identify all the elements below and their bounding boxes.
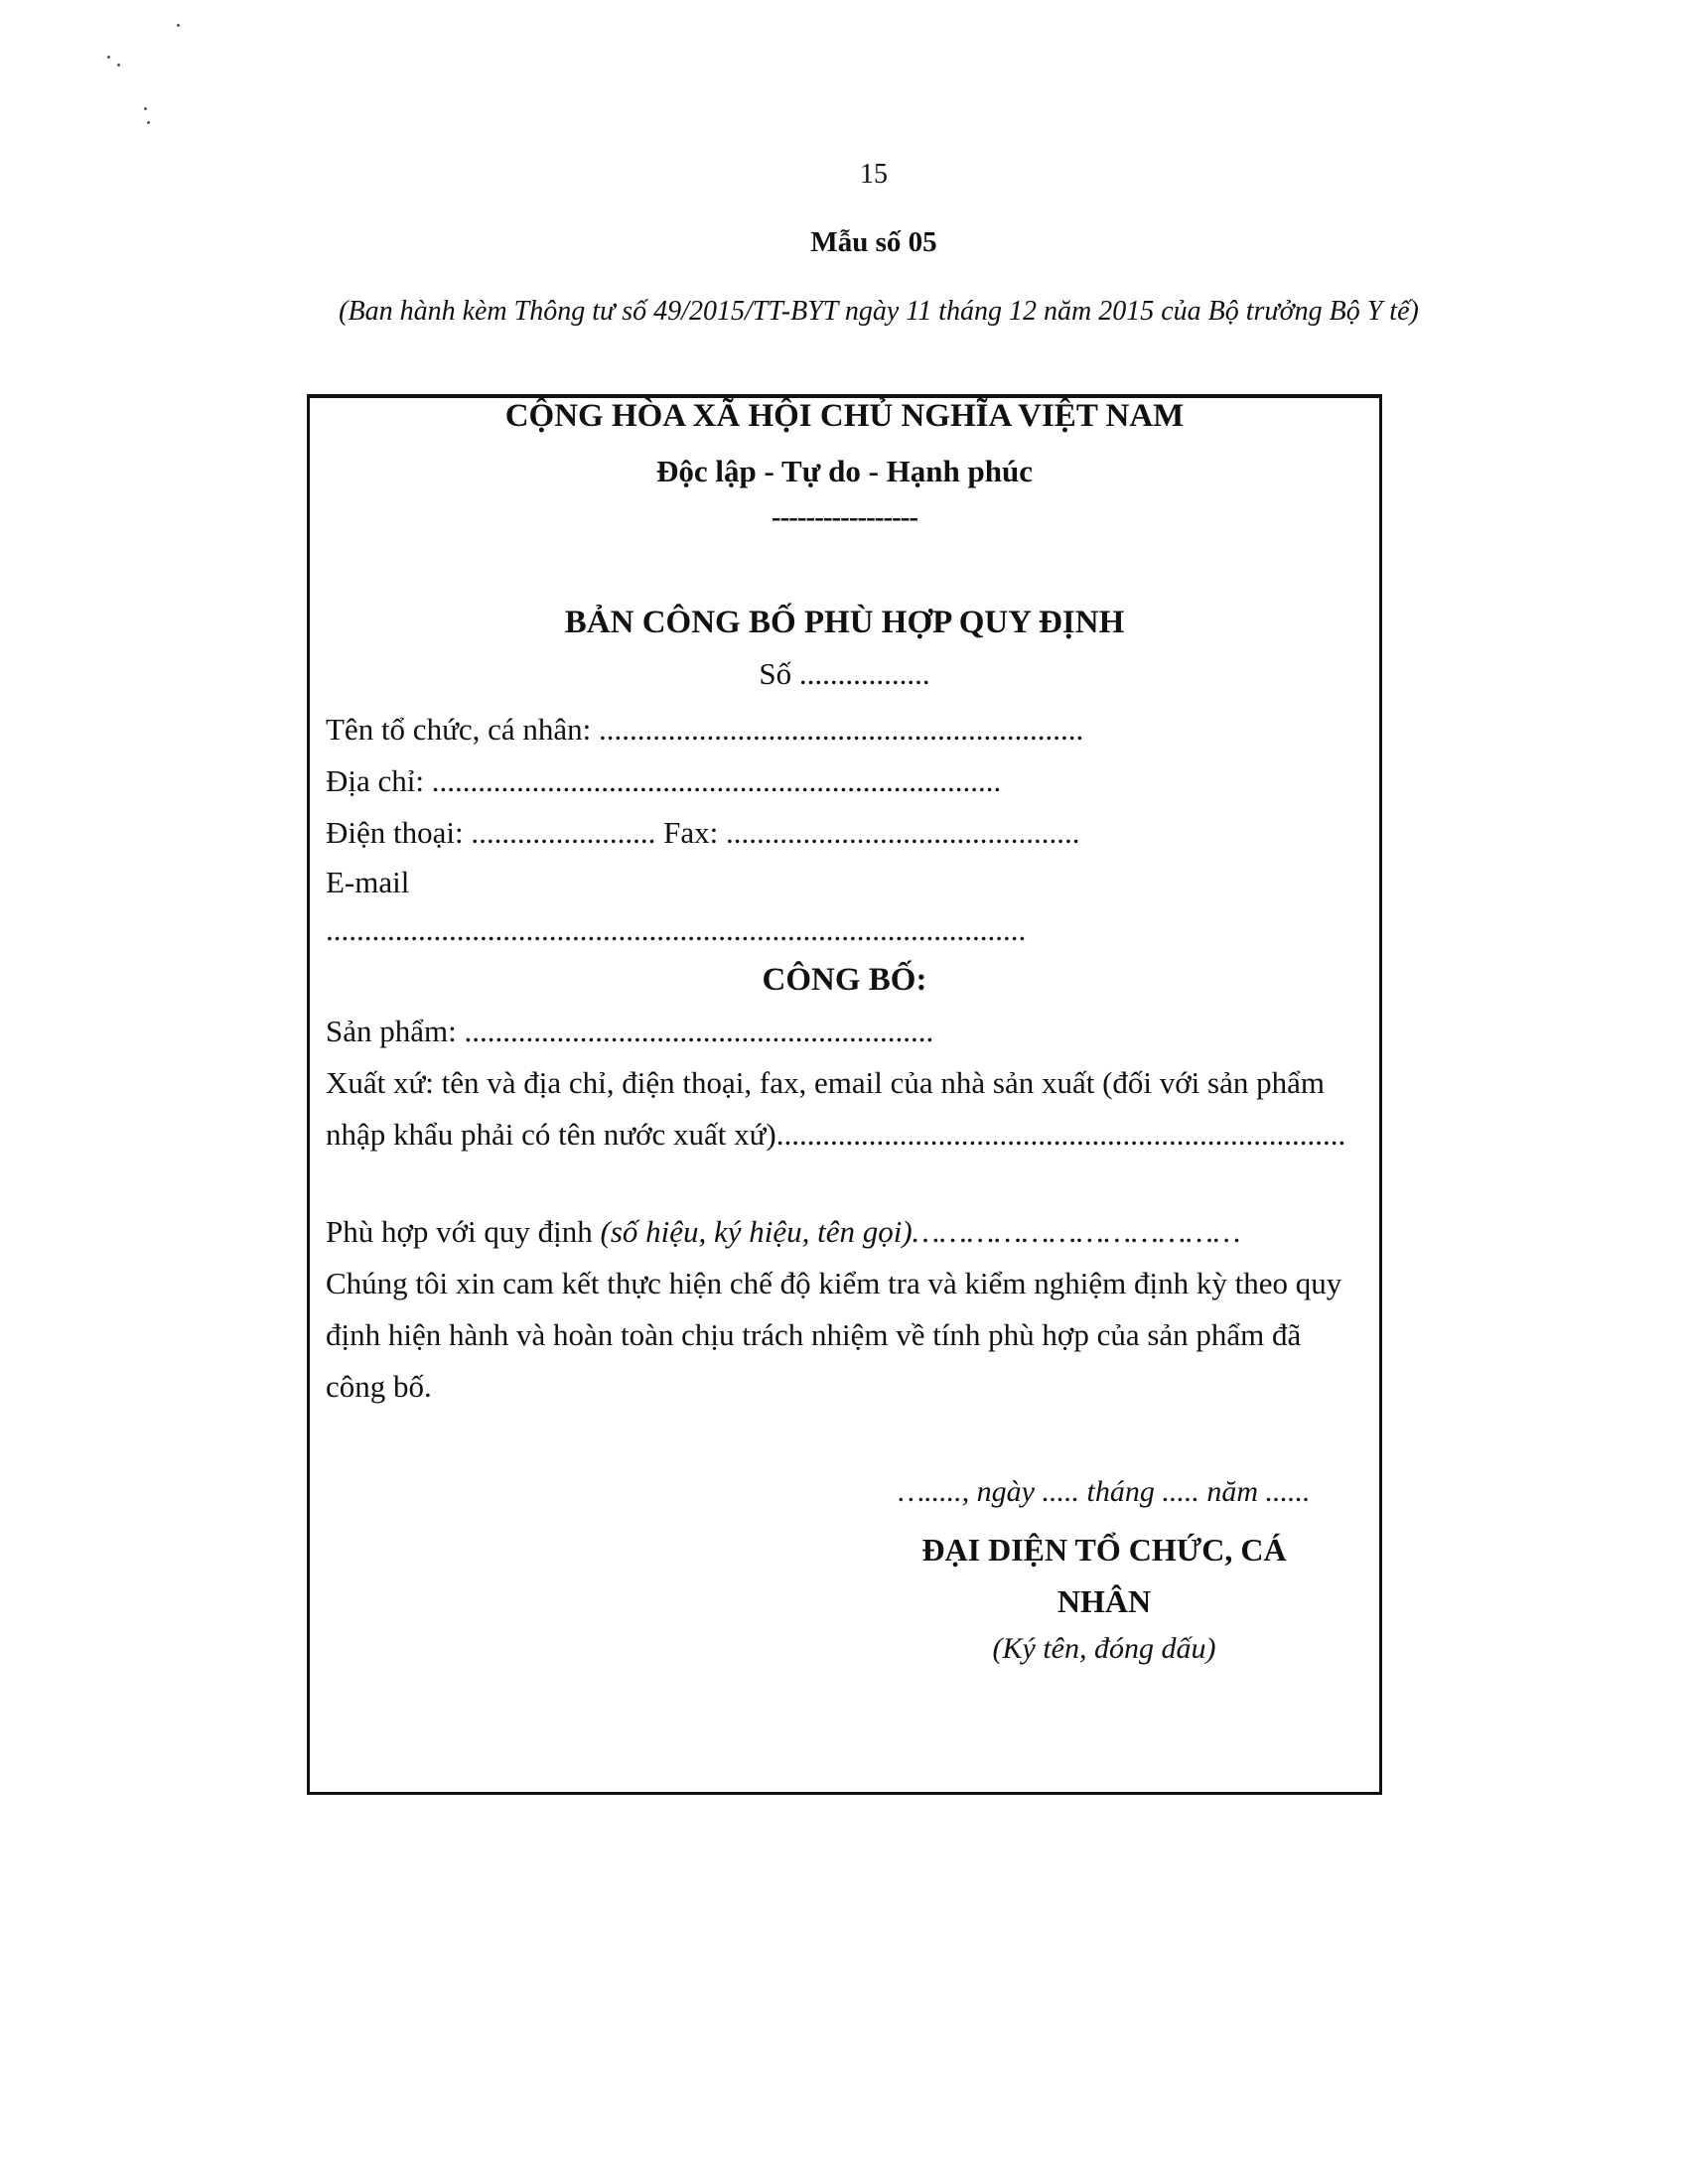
scan-speck — [144, 107, 147, 110]
signature-date-line: …....., ngày ..... tháng ..... năm ...... — [898, 1475, 1311, 1508]
scan-speck — [117, 64, 120, 67]
address-field: Địa chỉ: .......................................................................... — [326, 763, 1002, 798]
phone-fax-field: Điện thoại: ........................ Fax: .............................................. — [326, 815, 1080, 850]
scan-speck — [177, 24, 180, 27]
organization-name-field: Tên tổ chức, cá nhân: ............................................................... — [326, 712, 1084, 747]
document-number-field: Số ................. — [759, 656, 930, 691]
signature-title: ĐẠI DIỆN TỔ CHỨC, CÁ NHÂN — [921, 1532, 1287, 1619]
conformity-note: (số hiệu, ký hiệu, tên gọi)……………………………… — [600, 1214, 1241, 1249]
product-field: Sản phẩm: ............................................................. — [326, 1014, 934, 1048]
commitment-paragraph: Chúng tôi xin cam kết thực hiện chế độ kiểm tra và kiểm nghiệm định kỳ theo quy định hiện hành và hoàn toàn chịu trách nhiệm về tính phù hợp của sản phẩm đã công bố. — [326, 1266, 1342, 1404]
declare-heading: CÔNG BỐ: — [762, 962, 927, 998]
origin-field: Xuất xứ: tên và địa chỉ, điện thoại, fax, email của nhà sản xuất (đối với sản phẩm nhập khẩu phải có tên nước xuất xứ).......................................................................... — [326, 1065, 1346, 1152]
email-dots: ........................................................................................... — [326, 912, 1027, 947]
form-code: Mẫu số 05 — [810, 226, 937, 258]
declaration-form-box — [307, 394, 1382, 1795]
conformity-field — [326, 1214, 1241, 1250]
document-title: BẢN CÔNG BỐ PHÙ HỢP QUY ĐỊNH — [564, 605, 1125, 640]
nation-heading: CỘNG HÒA XÃ HỘI CHỦ NGHĨA VIỆT NAM — [504, 398, 1185, 434]
issued-note: (Ban hành kèm Thông tư số 49/2015/TT-BYT ngày 11 tháng 12 năm 2015 của Bộ trưởng Bộ Y tế) — [339, 296, 1419, 327]
conformity-label: Phù hợp với quy định — [326, 1214, 601, 1249]
scan-speck — [107, 56, 110, 59]
heading-divider: ----------------- — [771, 501, 918, 533]
email-label: E-mail — [326, 865, 410, 899]
national-motto: Độc lập - Tự do - Hạnh phúc — [656, 454, 1033, 488]
signature-note: (Ký tên, đóng dấu) — [992, 1632, 1216, 1665]
page-number: 15 — [860, 159, 888, 190]
scan-speck — [147, 121, 150, 124]
